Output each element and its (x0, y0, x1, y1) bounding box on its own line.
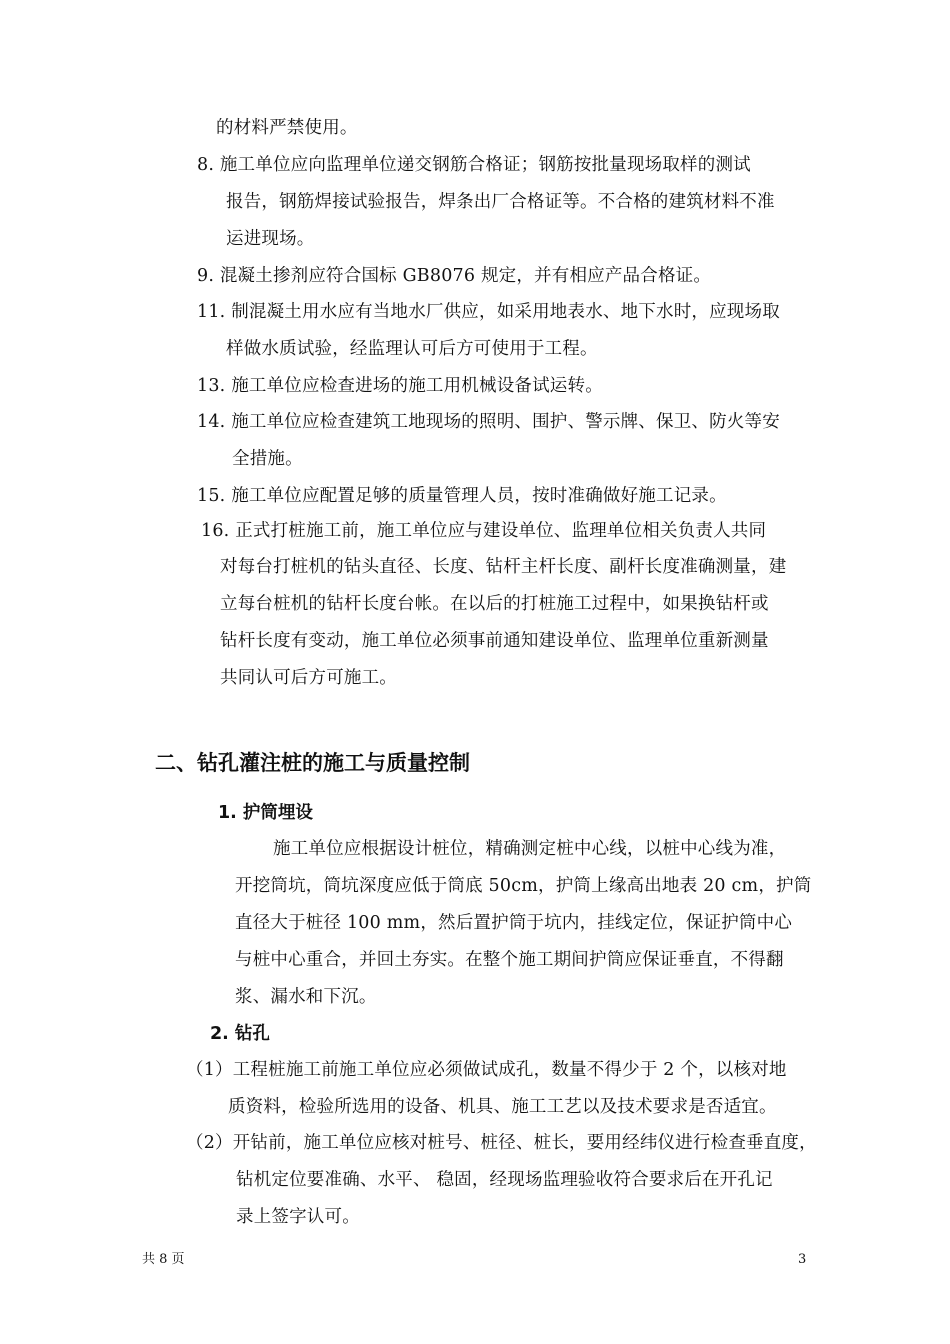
list-item-1: （1）工程桩施工前施工单位应必须做试成孔，数量不得少于 2 个，以核对地 (186, 1060, 787, 1080)
list-item-16: 16. 正式打桩施工前，施工单位应与建设单位、监理单位相关负责人共同 (201, 521, 767, 541)
list-item-15: 15. 施工单位应配置足够的质量管理人员，按时准确做好施工记录。 (197, 486, 727, 506)
page-count: 共 8 页 (142, 1252, 185, 1267)
text-line: 施工单位应根据设计桩位，精确测定桩中心线，以桩中心线为准， (273, 839, 787, 859)
text-line: 的材料严禁使用。 (216, 118, 358, 138)
section-title: 二、钻孔灌注桩的施工与质量控制 (155, 751, 470, 775)
text-line: 浆、漏水和下沉。 (235, 987, 377, 1007)
text-line: 运进现场。 (226, 229, 315, 249)
text-line: 质资料，检验所选用的设备、机具、施工工艺以及技术要求是否适宜。 (228, 1097, 777, 1117)
text-line: 立每台桩机的钻杆长度台帐。在以后的打桩施工过程中，如果换钻杆或 (220, 594, 769, 614)
text-line: 录上签字认可。 (236, 1207, 360, 1227)
subsection-title-2: 2. 钻孔 (210, 1024, 270, 1044)
text-line: 全措施。 (232, 449, 303, 469)
text-line: 钻杆长度有变动，施工单位必须事前通知建设单位、监理单位重新测量 (220, 631, 769, 651)
list-item-14: 14. 施工单位应检查建筑工地现场的照明、围护、警示牌、保卫、防火等安 (197, 412, 780, 432)
text-line: 共同认可后方可施工。 (220, 668, 397, 688)
text-line: 对每台打桩机的钻头直径、长度、钻杆主杆长度、副杆长度准确测量，建 (220, 557, 787, 577)
text-line: 钻机定位要准确、水平、 稳固，经现场监理验收符合要求后在开孔记 (236, 1170, 773, 1190)
list-item-13: 13. 施工单位应检查进场的施工用机械设备试运转。 (197, 376, 603, 396)
text-line: 报告，钢筋焊接试验报告，焊条出厂合格证等。不合格的建筑材料不准 (226, 192, 775, 212)
list-item-2: （2）开钻前，施工单位应核对桩号、桩径、桩长，要用经纬仪进行检查垂直度， (186, 1133, 817, 1153)
text-line: 样做水质试验，经监理认可后方可使用于工程。 (226, 339, 598, 359)
text-line: 与桩中心重合，并回土夯实。在整个施工期间护筒应保证垂直，不得翻 (235, 950, 784, 970)
list-item-11: 11. 制混凝土用水应有当地水厂供应，如采用地表水、地下水时，应现场取 (197, 302, 780, 322)
text-line: 直径大于桩径 100 mm，然后置护筒于坑内，挂线定位，保证护筒中心 (235, 913, 793, 933)
subsection-title-1: 1. 护筒埋设 (218, 803, 313, 823)
text-line: 开挖筒坑，筒坑深度应低于筒底 50cm，护筒上缘高出地表 20 cm，护筒 (235, 876, 812, 896)
list-item-9: 9. 混凝土掺剂应符合国标 GB8076 规定，并有相应产品合格证。 (197, 266, 712, 286)
list-item-8: 8. 施工单位应向监理单位递交钢筋合格证；钢筋按批量现场取样的测试 (197, 155, 751, 175)
page-number: 3 (798, 1252, 807, 1267)
